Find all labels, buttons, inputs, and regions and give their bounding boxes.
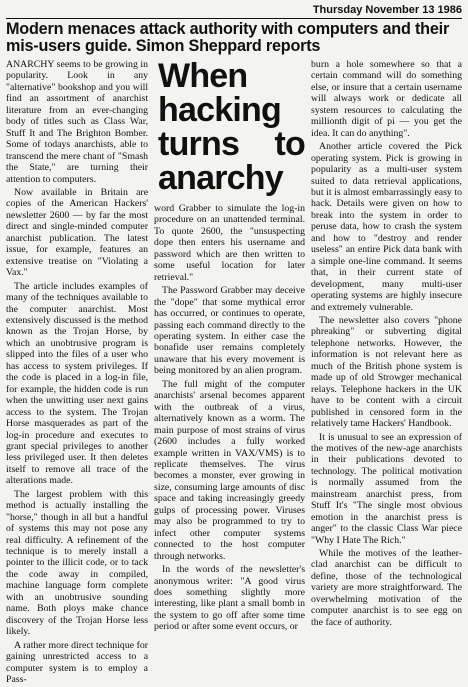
paragraph: In the words of the newsletter's anonymous writer: "A good virus does something slightly more interesting, like plant a small bomb in the system to go off after some time period or after some event occurs, or	[154, 564, 306, 633]
paragraph: burn a hole somewhere so that a certain command will do something else, or insure that a certain username will always work or dedicate all system resources to calculating the millionth digit of pi — you get the idea. It can do anything".	[311, 59, 463, 139]
paragraph: While the motives of the leather-clad anarchist can be difficult to define, those of the technological variety are more straightforward. The overwhelming motivation of the computer anarchist is to see egg on the face of authority.	[311, 548, 463, 628]
paragraph: ANARCHY seems to be growing in popularity. Look in any "alternative" bookshop and you will find an assortment of anarchist literature from an ever-changing body of titles such as Class War, Stuff It and The Brighton Bomber. Some of todays anarchists, able to transcend the mere chant of "Smash the State," are turning their attention to computers.	[6, 59, 149, 185]
paragraph: It is unusual to see an expression of the motives of the new-age anarchists in their publications devoted to technology. The political motivation is normally assumed from the mainstream anarchist press, from Stuff It's "The single most obvious emotion in the anarchist press is anger" to the classic Class War piece "Why I Hate The Rich."	[311, 431, 463, 546]
paragraph: The Password Grabber may deceive the "dope" that some mythical error has occurred, or continues to operate, passing each command directly to the operating system. In either case the bonafide user remains completely unaware that his every movement is being monitored by an alien program.	[154, 285, 306, 377]
paragraph: Now available in Britain are copies of the American Hackers' newsletter 2600 — by far the most direct and single-minded computer anarchist publication. The latest issue, for example, features an extensive treatise on "Violating a Vax."	[6, 186, 149, 279]
paragraph: word Grabber to simulate the log-in procedure on an unattended terminal. To quote 2600, the "unsuspecting dope then enters his username and password which are then written to some useful location for later retrieval."	[154, 203, 306, 283]
column-3	[311, 59, 462, 687]
dateline: Thursday November 13 1986	[6, 4, 462, 19]
paragraph: Another article covered the Pick operating system. Pick is growing in popularity as a multi-user system suited to data retrieval applications, but it is almost embarrassingly easy to hack. Details were given on how to break into the system in order to peruse data, how to crash the system and how to "destroy and render useless" an entire Pick data bank with a simple one-line command. It seems that, in their current state of development, many multi-user operating systems are highly insecure and extremely vulnerable.	[311, 141, 463, 313]
big-headline: When hacking turns to anarchy	[158, 57, 306, 197]
article-body	[6, 59, 462, 687]
paragraph: The article includes examples of many of the techniques available to the computer anarchist. Most extensively discussed is the method known as the Trojan Horse, by which an unobtrusive program is slipped into the files of a user who has access to system privileges. If the code is placed in a log-in file, for example, the hidden code is run when the unwitting user next gains access to the system. The Trojan Horse masquerades as part of the log-in procedure and executes to grant special privileges to another less privileged user. It then deletes itself to remove all trace of the alterations made.	[6, 280, 149, 487]
column-2	[154, 59, 305, 687]
headline: Modern menaces attack authority with computers and their mis-users guide. Simon Sheppard reports	[6, 20, 450, 55]
paragraph: The newsletter also covers "phone phreaking" or subverting digital telephone networks. However, the information is not relevant here as much of the British phone system is made up of old Strowger mechanical relays. Telephone hackers in the UK have to be content with a circuit published in censored form in the relatively tame Hackers' Handbook.	[311, 314, 463, 430]
paragraph: The largest problem with this method is actually installing the "horse," though in all but a handful of systems this may not pose any real difficulty. A refinement of the technique is to merely install a pointer to the illicit code, or to tack the code away in compiled, machine language form complete with an unobtrusive sounding name. Both ploys make chance discovery of the Trojan Horse less likely.	[6, 488, 149, 638]
paragraph: A rather more direct technique for gaining unrestricted access to a computer system is to employ a Pass-	[6, 639, 149, 686]
paragraph: The full might of the computer anarchists' arsenal becomes apparent with the outbreak of a virus, alternatively known as a worm. The main purpose of most strains of virus (2600 includes a fully worked example written in VAX/VMS) is to replicate themselves. The virus becomes a monster, ever growing in size, consuming large amounts of disc space and taking increasingly greedy gulps of processing power. Viruses may also be programmed to try to infect other computer systems connected to the host computer through networks.	[154, 378, 306, 562]
column-1	[6, 59, 148, 687]
